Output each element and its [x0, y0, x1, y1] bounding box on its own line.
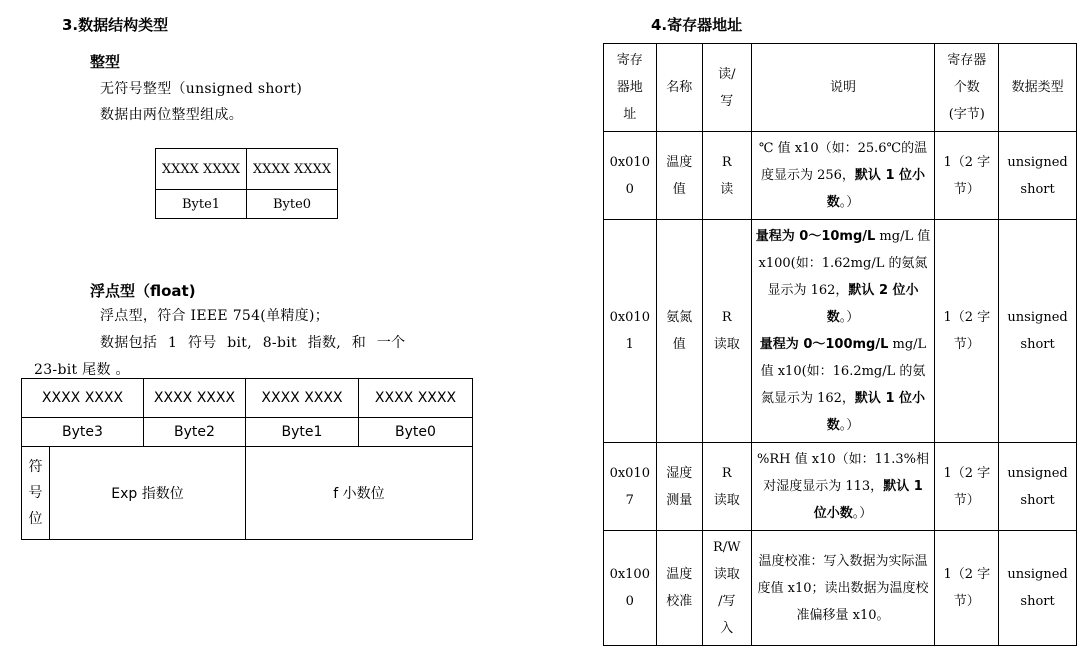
sign-bit-char-1: 符 — [28, 459, 43, 475]
row-count-line: 节） — [953, 181, 980, 197]
row-name-line: 值 — [672, 181, 686, 197]
row-type-line: short — [1020, 181, 1055, 197]
row-name — [656, 443, 702, 531]
row-desc-bold: 默认 1 位小数 — [826, 391, 926, 433]
int-byte-label-0: Byte0 — [247, 190, 338, 219]
float-byte-label-3: Byte3 — [22, 418, 144, 447]
int-type-line-1: 无符号整型（unsigned short) — [100, 81, 303, 97]
float-type-line-2: 数据包括 1 符号 bit, 8-bit 指数, 和 一个 — [100, 335, 406, 351]
section-title-register-address: 4.寄存器地址 — [651, 16, 743, 34]
row-count — [935, 443, 999, 531]
row-count — [935, 531, 999, 646]
row-addr — [604, 443, 657, 531]
row-rw-line: 读 — [720, 181, 734, 197]
table-row — [604, 443, 1077, 531]
row-addr-line: 7 — [625, 492, 634, 508]
row-type-line: unsigned — [1007, 310, 1068, 325]
row-addr-line: 0 — [625, 181, 634, 197]
row-count-line: 节） — [953, 594, 980, 609]
int-byte-table — [155, 148, 338, 219]
row-addr — [604, 531, 657, 646]
row-desc — [751, 220, 935, 443]
row-desc — [751, 132, 935, 220]
row-count-line: 节） — [953, 492, 980, 508]
row-count — [935, 132, 999, 220]
row-count — [935, 220, 999, 443]
row-type — [999, 443, 1077, 531]
header-rw — [703, 44, 752, 132]
row-type-line: short — [1020, 492, 1055, 508]
int-byte-label-1: Byte1 — [156, 190, 247, 219]
row-name-line: 值 — [672, 337, 686, 352]
row-name — [656, 132, 702, 220]
float-type-line-1: 浮点型，符合 IEEE 754(单精度)； — [100, 308, 330, 324]
row-type — [999, 220, 1077, 443]
table-row — [604, 531, 1077, 646]
header-addr — [604, 44, 657, 132]
sign-bit-char-3: 位 — [28, 511, 43, 527]
row-desc-text: ℃ 值 x10（如：25.6℃的温度显示为 256， — [758, 141, 928, 183]
row-desc-bold: 默认 1 位小数 — [826, 168, 926, 210]
row-desc-end: 。） — [839, 195, 860, 210]
row-rw — [703, 220, 752, 443]
float-byte-table — [21, 378, 473, 540]
row-desc-end: 。） — [839, 310, 860, 325]
int-byte-cell-0: XXXX XXXX — [247, 149, 338, 190]
row-addr — [604, 220, 657, 443]
exponent-bits-cell: Exp 指数位 — [50, 447, 246, 540]
row-rw-line: /写 — [718, 594, 736, 609]
row-rw — [703, 531, 752, 646]
sign-bit-cell — [22, 447, 50, 540]
header-name: 名称 — [656, 44, 702, 132]
row-name-line: 测量 — [666, 492, 693, 508]
row-name — [656, 220, 702, 443]
row-name-line: 温度 — [666, 567, 693, 582]
row-desc-bold: 量程为 0～100mg/L — [759, 337, 889, 352]
row-type-line: unsigned — [1007, 567, 1068, 582]
row-rw-line: 读取 — [713, 492, 740, 508]
row-type — [999, 531, 1077, 646]
row-type-line: unsigned — [1007, 465, 1068, 481]
row-count-line: 1（2 字 — [943, 154, 991, 170]
row-addr-line: 0x010 — [609, 310, 650, 325]
header-type: 数据类型 — [999, 44, 1077, 132]
row-desc-range-a — [756, 223, 931, 331]
register-table — [603, 43, 1077, 646]
section-title-data-types: 3.数据结构类型 — [62, 16, 169, 34]
header-count-line: 寄存器 — [947, 53, 987, 68]
header-addr-line: 址 — [623, 107, 637, 122]
float-type-line-3: 23-bit 尾数 。 — [34, 362, 130, 378]
row-name-line: 温度 — [666, 154, 693, 170]
float-byte-cell-2: XXXX XXXX — [144, 379, 246, 418]
row-desc-text: %RH 值 x10（如：11.3%相对湿度显示为 113， — [757, 452, 929, 494]
row-addr — [604, 132, 657, 220]
row-desc-text: mg/L 值 x10(如：16.2mg/L 的氨氮显示为 162， — [760, 337, 927, 406]
row-addr-line: 0x010 — [609, 154, 650, 170]
header-addr-line: 寄存 — [616, 53, 643, 68]
row-desc-bold: 默认 2 位小数 — [826, 283, 919, 325]
row-desc-end: 。） — [852, 506, 873, 521]
row-addr-line: 0x100 — [609, 567, 650, 582]
row-count-line: 节） — [953, 337, 980, 352]
row-count-line: 1（2 字 — [943, 567, 991, 582]
row-type-line: unsigned — [1007, 154, 1068, 170]
row-rw-line: R — [721, 465, 732, 481]
row-count-line: 1（2 字 — [943, 465, 991, 481]
row-count-line: 1（2 字 — [943, 310, 991, 325]
row-rw-line: 读取 — [713, 337, 740, 352]
header-desc: 说明 — [751, 44, 935, 132]
row-rw — [703, 132, 752, 220]
row-type-line: short — [1020, 337, 1055, 352]
row-addr-line: 0x010 — [609, 465, 650, 481]
table-row — [604, 220, 1077, 443]
header-count — [935, 44, 999, 132]
register-table-header — [604, 44, 1077, 132]
row-desc-bold: 默认 1 位小数 — [813, 479, 923, 521]
row-desc-bold: 量程为 0～10mg/L — [755, 229, 876, 244]
float-byte-label-0: Byte0 — [359, 418, 473, 447]
int-type-title: 整型 — [90, 53, 121, 71]
fraction-bits-cell: f 小数位 — [246, 447, 473, 540]
row-rw-line: R/W — [713, 540, 741, 555]
float-type-title: 浮点型（float) — [90, 282, 196, 300]
row-type — [999, 132, 1077, 220]
row-name-line: 氨氮 — [666, 310, 693, 325]
float-byte-cell-1: XXXX XXXX — [246, 379, 359, 418]
header-rw-line: 读/ — [718, 66, 736, 82]
sign-bit-char-2: 号 — [28, 485, 43, 501]
header-rw-line: 写 — [720, 93, 734, 109]
table-row — [604, 132, 1077, 220]
header-count-line: 个数 — [953, 80, 980, 95]
row-rw-line: 入 — [720, 621, 734, 636]
header-count-line: (字节) — [948, 107, 985, 122]
row-rw-line: R — [721, 310, 732, 325]
int-byte-cell-1: XXXX XXXX — [156, 149, 247, 190]
row-rw-line: 读取 — [713, 567, 740, 582]
header-addr-line: 器地 — [616, 80, 643, 95]
row-type-line: short — [1020, 594, 1055, 609]
row-name-line: 湿度 — [666, 465, 693, 481]
row-name — [656, 531, 702, 646]
row-desc — [751, 443, 935, 531]
row-desc-text: mg/L 值 x100(如：1.62mg/L 的氨氮显示为 162， — [758, 229, 931, 298]
row-name-line: 校准 — [666, 594, 693, 609]
float-byte-cell-3: XXXX XXXX — [22, 379, 144, 418]
float-byte-cell-0: XXXX XXXX — [359, 379, 473, 418]
row-addr-line: 1 — [625, 337, 634, 352]
row-desc: 温度校准：写入数据为实际温度值 x10；读出数据为温度校准偏移量 x10。 — [751, 531, 935, 646]
row-rw — [703, 443, 752, 531]
float-byte-label-1: Byte1 — [246, 418, 359, 447]
int-type-line-2: 数据由两位整型组成。 — [100, 107, 243, 123]
float-byte-label-2: Byte2 — [144, 418, 246, 447]
row-desc-end: 。） — [839, 418, 860, 433]
row-desc-range-b — [756, 331, 931, 439]
row-rw-line: R — [721, 154, 732, 170]
row-addr-line: 0 — [625, 594, 634, 609]
